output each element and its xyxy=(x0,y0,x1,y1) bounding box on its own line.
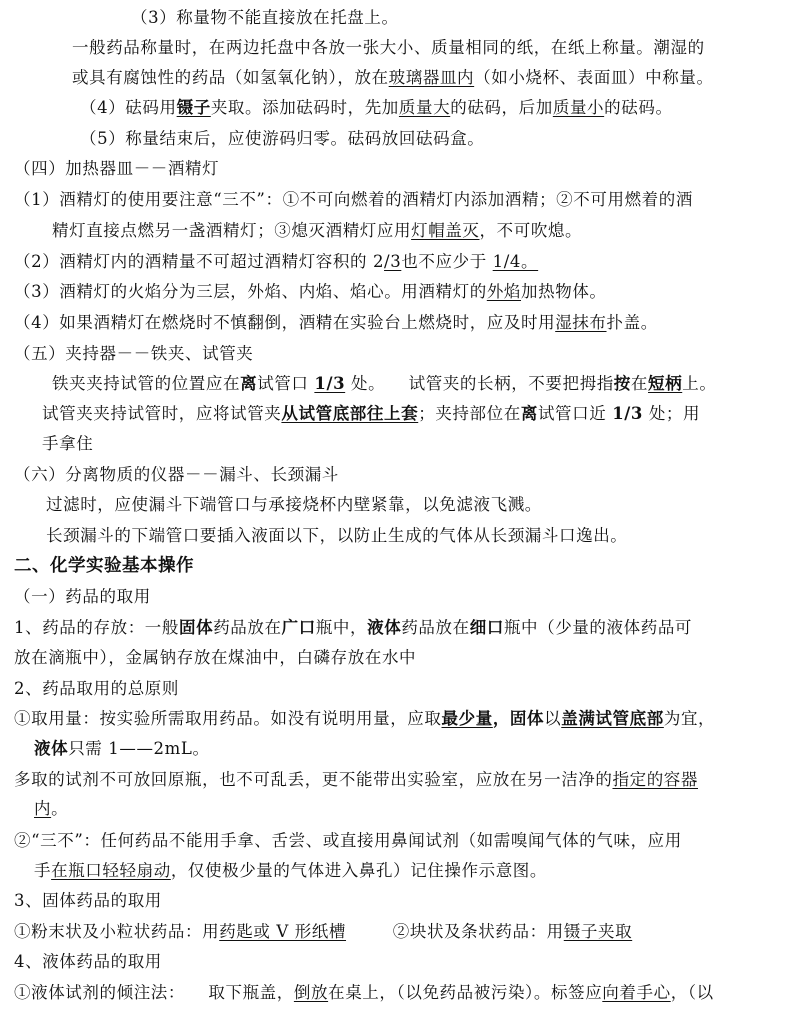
chapter-heading xyxy=(14,554,194,578)
text-line xyxy=(80,127,484,151)
underlined-term: 药匙或 V 形纸槽 xyxy=(219,922,347,941)
text-line xyxy=(131,6,399,30)
text-run: 。 xyxy=(51,799,69,818)
text-run: （如小烧杯、表面皿）中称量。 xyxy=(474,68,714,87)
text-run: （5）称量结束后，应使游码归零。砝码放回砝码盒。 xyxy=(80,129,485,148)
text-run: 试管口 xyxy=(257,374,315,393)
underlined-term: 从试管底部往上套 xyxy=(281,404,419,423)
text-line xyxy=(14,616,692,640)
text-line xyxy=(14,950,162,974)
text-line xyxy=(14,646,416,670)
text-run: （3）称量物不能直接放在托盘上。 xyxy=(131,8,399,27)
text-run: 瓶中（少量的液体药品可 xyxy=(503,618,693,637)
text-line xyxy=(14,188,693,212)
text-run: 手 xyxy=(34,861,52,880)
text-run: 药品放在 xyxy=(213,618,282,637)
underlined-term: 1/3 xyxy=(314,374,346,393)
text-run: （4）砝码用 xyxy=(80,98,177,117)
text-run: 2、药品取用的总原则 xyxy=(14,679,179,698)
text-run: 过滤时，应使漏斗下端管口与承接烧杯内壁紧靠，以免滤液飞溅。 xyxy=(46,495,542,514)
section-heading xyxy=(14,342,253,366)
underlined-term: 倒放 xyxy=(293,983,329,1002)
text-line xyxy=(14,889,162,913)
emphasis: 离 xyxy=(240,374,258,393)
text-run: 3、固体药品的取用 xyxy=(14,891,162,910)
underlined-term: 外焰 xyxy=(486,282,522,301)
underlined-term: 镊子 xyxy=(176,98,211,117)
text-run: ①粉末状及小粒状药品：用 xyxy=(14,922,220,941)
text-line xyxy=(72,66,714,90)
text-run: ②“三不”：任何药品不能用手拿、舌尝、或直接用鼻闻试剂（如需嗅闻气体的气味，应用 xyxy=(14,831,682,850)
text-run: 加热物体。 xyxy=(521,282,607,301)
text-line xyxy=(14,280,607,304)
emphasis: 液体 xyxy=(34,739,69,758)
text-run: 为宜， xyxy=(663,709,716,728)
text-run: 的砝码，后加 xyxy=(450,98,553,117)
text-run: 放在滴瓶中），金属钠存放在煤油中，白磷存放在水中 xyxy=(14,648,417,667)
text-line xyxy=(14,677,179,701)
text-run: （四）加热器皿－－酒精灯 xyxy=(14,159,220,178)
text-run: ，（以 xyxy=(670,983,714,1002)
text-run: 药品放在 xyxy=(401,618,470,637)
text-run: ，仅使极少量的气体进入鼻孔）记住操作示意图。 xyxy=(170,861,548,880)
text-line xyxy=(46,493,542,517)
section-heading xyxy=(14,585,151,609)
underlined-term: /3 xyxy=(384,252,402,271)
text-run: 1、药品的存放：一般 xyxy=(14,618,179,637)
emphasis: 液体 xyxy=(367,618,402,637)
text-line xyxy=(72,36,705,60)
text-run: 也不应少于 xyxy=(401,252,493,271)
text-line xyxy=(34,797,68,821)
emphasis: 固体 xyxy=(509,709,545,728)
text-run: （2）酒精灯内的酒精量不可超过酒精灯容积的 2 xyxy=(14,252,385,271)
text-run: （1）酒精灯的使用要注意“三不”：①不可向燃着的酒精灯内添加酒精；②不可用燃着的酒 xyxy=(14,190,693,209)
text-line xyxy=(42,432,93,456)
text-run: 试管口近 xyxy=(537,404,613,423)
text-line xyxy=(14,707,715,731)
underlined-term: 湿抹布 xyxy=(555,313,607,332)
emphasis: 离 xyxy=(520,404,538,423)
underlined-term: 短柄 xyxy=(648,374,683,393)
text-run: 上。 xyxy=(682,374,717,393)
underlined-term: 玻璃器皿内 xyxy=(388,68,475,87)
text-run: 手拿住 xyxy=(42,434,94,453)
text-run: 试管夹夹持试管时，应将试管夹 xyxy=(42,404,282,423)
text-run: ①液体试剂的倾注法： 取下瓶盖， xyxy=(14,983,294,1002)
text-run: 长颈漏斗的下端管口要插入液面以下，以防止生成的气体从长颈漏斗口逸出。 xyxy=(46,526,628,545)
text-run: 或具有腐蚀性的药品（如氢氧化钠），放在 xyxy=(72,68,389,87)
text-run: （五）夹持器－－铁夹、试管夹 xyxy=(14,344,254,363)
text-line xyxy=(34,737,210,761)
emphasis: 1/3 xyxy=(612,404,643,423)
text-line xyxy=(42,402,700,426)
text-run: 二、化学实验基本操作 xyxy=(14,556,194,576)
underlined-term: 向着手心 xyxy=(602,983,671,1002)
text-run: （一）药品的取用 xyxy=(14,587,151,606)
text-line xyxy=(14,981,714,1005)
emphasis: 细口 xyxy=(469,618,504,637)
underlined-term: 最少量 xyxy=(441,709,493,728)
underlined-term: 质量小 xyxy=(552,98,605,117)
underlined-term: 质量大 xyxy=(398,98,451,117)
text-run: 扑盖。 xyxy=(606,313,658,332)
text-run: （六）分离物质的仪器－－漏斗、长颈漏斗 xyxy=(14,465,339,484)
section-heading xyxy=(14,157,219,181)
emphasis: 广口 xyxy=(281,618,316,637)
underlined-term: 盖满试管底部 xyxy=(561,709,664,728)
text-run: 瓶中， xyxy=(315,618,368,637)
text-run: 4、液体药品的取用 xyxy=(14,952,162,971)
text-run: 夹取。添加砝码时，先加 xyxy=(210,98,399,117)
underlined-term: 指定的容器 xyxy=(612,770,698,789)
text-run: 一般药品称量时，在两边托盘中各放一张大小、质量相同的纸，在纸上称量。潮湿的 xyxy=(72,38,705,57)
emphasis: ， xyxy=(492,709,510,728)
text-run: （3）酒精灯的火焰分为三层，外焰、内焰、焰心。用酒精灯的 xyxy=(14,282,487,301)
text-line xyxy=(14,920,632,944)
text-run: 精灯直接点燃另一盏酒精灯；③熄灭酒精灯应用 xyxy=(52,221,412,240)
underlined-term: 镊子夹取 xyxy=(563,922,633,941)
text-run: 在 xyxy=(630,374,649,393)
text-run: 处；用 xyxy=(642,404,701,423)
text-run: 多取的试剂不可放回原瓶，也不可乱丢，更不能带出实验室，应放在另一洁净的 xyxy=(14,770,613,789)
text-run: ②块状及条状药品：用 xyxy=(346,922,564,941)
text-line xyxy=(14,250,538,274)
text-line xyxy=(34,859,547,883)
emphasis: 固体 xyxy=(179,618,214,637)
underlined-term: 灯帽盖灭 xyxy=(411,221,480,240)
text-line xyxy=(80,96,673,120)
text-run: ①取用量：按实验所需取用药品。如没有说明用量，应取 xyxy=(14,709,442,728)
underlined-term: 在瓶口轻轻扇动 xyxy=(51,861,171,880)
text-line xyxy=(14,768,698,792)
text-run: 以 xyxy=(544,709,562,728)
text-run: 铁夹夹持试管的位置应在 xyxy=(52,374,241,393)
section-heading xyxy=(14,463,339,487)
text-line xyxy=(14,311,658,335)
text-run: 处。 试管夹的长柄，不要把拇指 xyxy=(345,374,614,393)
text-run: 的砝码。 xyxy=(604,98,673,117)
text-run: ，不可吹熄。 xyxy=(479,221,583,240)
underlined-term: 内 xyxy=(34,799,52,818)
text-run: （4）如果酒精灯在燃烧时不慎翻倒，酒精在实验台上燃烧时，应及时用 xyxy=(14,313,556,332)
emphasis: 按 xyxy=(613,374,631,393)
text-run: 在桌上，（以免药品被污染）。标签应 xyxy=(328,983,603,1002)
text-line xyxy=(52,372,716,396)
text-run: ；夹持部位在 xyxy=(418,404,521,423)
text-line xyxy=(52,219,582,243)
text-line xyxy=(14,829,682,853)
text-line xyxy=(46,524,627,548)
text-run: 只需 1——2mL。 xyxy=(68,739,210,758)
underlined-term: 1/4。 xyxy=(492,252,539,271)
